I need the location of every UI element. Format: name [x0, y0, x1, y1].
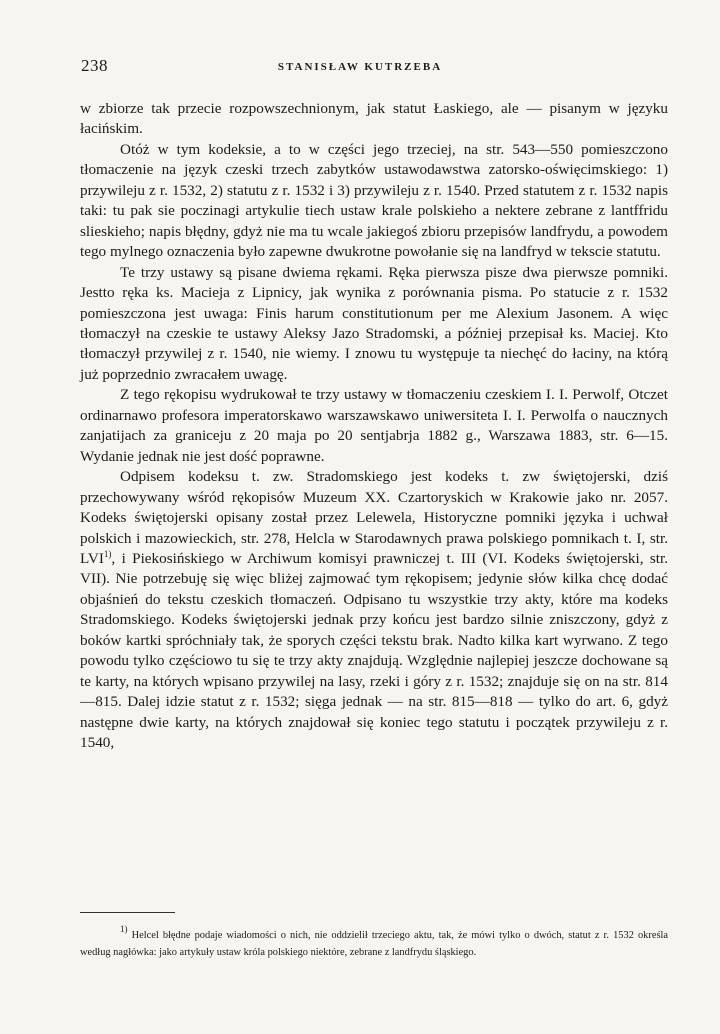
paragraph-2: Otóż w tym kodeksie, a to w części jego trzeciej, na str. 543—550 pomieszczono tłomaczenie na język czeski trzech zabytków ustawodawstwa zatorsko-oświęcimskiego: 1) przywileju z r. 1532, 2) statutu z r. 1532 i 3) przywileju z r. 1540. Przed statutem z r. 1532 napis taki: tu pak sie poczinagi artykulie tiech ustaw krale polskieho a nektere zebrane z lantffridu slieskieho; napis błędny, gdyż nie ma tu wcale jakiegoś zbioru przepisów landfrydu, a powodem tego mylnego oznaczenia było zapewne dwukrotne powołanie się na landfryd w tekscie statutu. — [80, 140, 668, 261]
paragraph-3: Te trzy ustawy są pisane dwiema rękami. Ręka pierwsza pisze dwa pierwsze pomniki. Jestto ręka ks. Macieja z Lipnicy, jak wynika z porównania pisma. Po statucie z r. 1532 pomieszczona jest uwaga: Finis harum constitutionum per me Alexium Jasonem. A więc tłomaczył na czeskie te ustawy Aleksy Jazo Stradomski, a później przepisał ks. Maciej. Kto tłomaczył przywilej z r. 1540, nie wiemy. I znowu tu występuje ta niechęć do łaciny, na którą już poprzednio zwracałem uwagę. — [80, 263, 668, 383]
main-text — [80, 99, 668, 754]
paragraph-5-part-a: Odpisem kodeksu t. zw. Stradomskiego jest kodeks t. zw świętojerski, dziś przechowywany wśród rękopisów Muzeum XX. Czartoryskich w Krakowie jako nr. 2057. Kodeks świętojerski opisany został przez Lelewela, Historyczne pomniki języka i uchwał polskich i mazowieckich, str. 278, Helcla w Starodawnych prawa polskiego pomnikach t. I, str. LVI — [80, 468, 668, 567]
paragraph-5-part-b: , i Piekosińskiego w Archiwum komisyi prawniczej t. III (VI. Kodeks świętojerski, str. VII). Nie potrzebuję się więc bliżej zajmować tym rękopisem; jedynie słów kilka chcę dodać objaśnień do tekstu czeskich tłomaczeń. Odpisano tu wszystkie trzy akty, które ma kodeks Stradomskiego. Kodeks świętojerski jednak przy końcu jest bardzo silnie zniszczony, gdyż z boków kartki spróchniały tak, że sporych części tekstu brak. Nadto kilka kart wyrwano. Z tego powodu tylko częściowo tu się te trzy akty znajdują. Względnie najlepiej jeszcze dochowane są te karty, na których wpisano przywilej na lasy, rzeki i góry z r. 1532; znajduje się on na str. 814—815. Dalej idzie statut z r. 1532; sięga jednak — na str. 815—818 — tylko do art. 6, gdyż następne dwie karty, na których znajdował się koniec tego statutu i początek przywileju z r. 1540, — [80, 549, 668, 752]
footnote-text: Helcel błędne podaje wiadomości o nich, nie oddzielił trzeciego aktu, tak, że mówi tylko o dwóch, statut z r. 1532 określa według nagłówka: jako artykuły ustaw króla polskiego niektóre, zebrane z landfrydu śląskiego. — [80, 930, 668, 958]
paragraph-4: Z tego rękopisu wydrukował te trzy ustawy w tłomaczeniu czeskiem I. I. Perwolf, Otczet ordinarnawo profesora imperatorskawo warszawskawo uniwersiteta I. I. Perwolfa o naucznych zanjatijach za graniceju z 20 maja po 20 sentjabrja 1882 g., Warszawa 1883, str. 6—15. Wydanie jednak nie jest dość poprawne. — [80, 386, 668, 465]
footnotes — [80, 924, 668, 961]
footnote-1 — [80, 924, 668, 961]
paragraph-1: w zbiorze tak przecie rozpowszechnionym, jak statut Łaskiego, ale — pisanym w języku łacińskim. — [80, 100, 668, 138]
footnote-divider — [80, 912, 175, 913]
page-number: 238 — [81, 56, 108, 75]
running-head: STANISŁAW KUTRZEBA — [277, 61, 443, 73]
paragraph-5 — [80, 467, 668, 753]
footnote-reference: 1) — [103, 548, 112, 559]
footnote-mark: 1) — [120, 924, 128, 934]
